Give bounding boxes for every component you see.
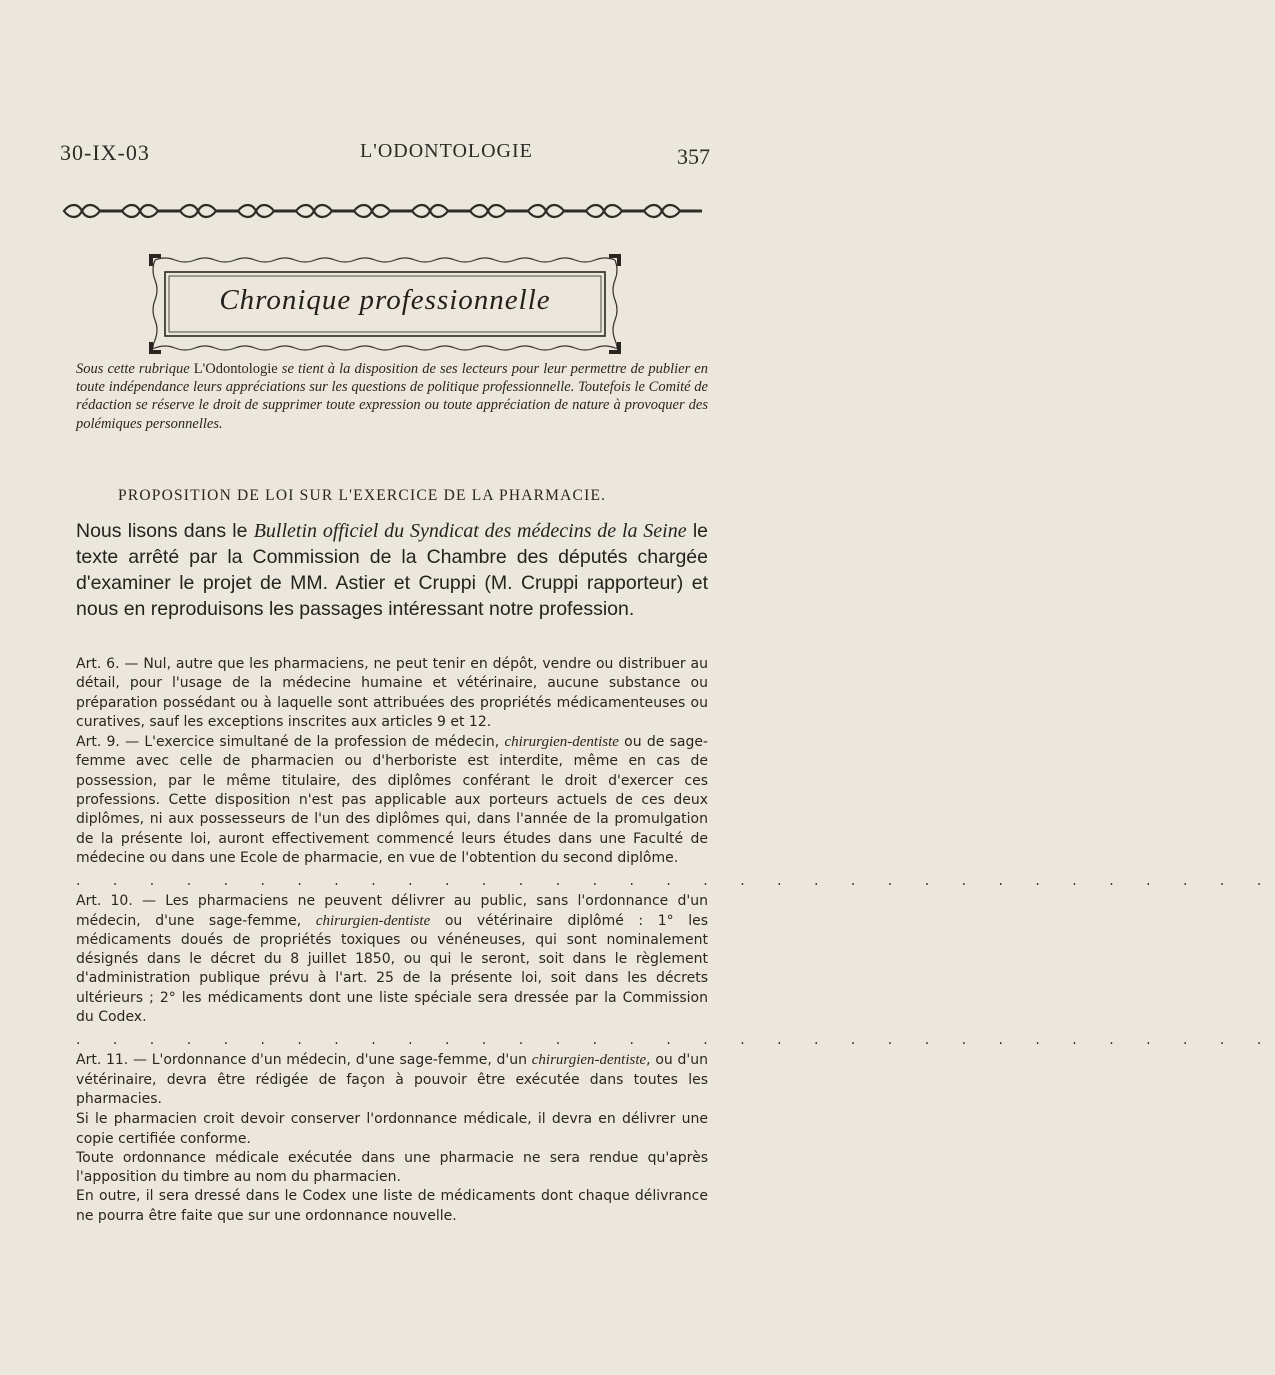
article-italic: chirurgien-dentiste [504,734,619,751]
ornament-knot [586,205,622,217]
ornament-knot [296,205,332,217]
ornament-knot [528,205,564,217]
ornament-knot [180,205,216,217]
article-11 [76,1051,708,1109]
intro-post: se tient à la disposition de ses lecteurs pour leur permettre de publier en toute indépendance leurs appréciations sur les questions de politique professionnelle. Toutefois le Comité de rédaction se réserve le droit de supprimer toute expression ou toute appréciation de nature à provoquer des polémiques personnelles. [76,361,708,432]
paragraph: En outre, il sera dressé dans le Codex une liste de médicaments dont chaque délivrance ne pourra être faite que sur une ordonnance nouvelle. [76,1188,708,1224]
lead-pre: Nous lisons dans le [76,520,254,542]
ellipsis-row: . . . . . . . . . . . . . . . . . . . . . . . . . . . . . . . . . [76,1032,1275,1049]
article-9 [76,733,708,868]
ornament-knot [64,205,100,217]
ornament-knot [412,205,448,217]
article-text: L'exercice simultané de la profession de médecin, [144,734,505,751]
ornament-knot [122,205,158,217]
ornament-knot [354,205,390,217]
article-6 [76,655,708,732]
lead-paragraph [76,518,708,622]
journal-name: L'ODONTOLOGIE [360,140,533,162]
lead-source: Bulletin officiel du Syndicat des médecins de la Seine [253,520,687,542]
section-title: Chronique professionnelle [219,284,551,316]
paragraph: Toute ordonnance médicale exécutée dans une pharmacie ne sera rendue qu'après l'apposition du timbre au nom du pharmacien. [76,1149,708,1186]
intro-notice [76,360,708,433]
article-heading: PROPOSITION DE LOI SUR L'EXERCICE DE LA PHARMACIE. [118,487,607,504]
article-text: ou de sage-femme avec celle de pharmacien ou d'herboriste est interdite, même en cas de possession, par le même titulaire, des diplômes conférant le droit d'exercer ces professions. Cette disposition n'est pas applicable aux porteurs actuels de ces deux diplômes, ni aux possesseurs de l'un des diplômes qui, dans l'année de la promulgation de la présente loi, auront effectivement commencé leurs études dans une Faculté de médecine ou dans une Ecole de pharmacie, en vue de l'obtention du second diplôme. [76,734,709,866]
article-italic: chirurgien-dentiste [531,1052,647,1069]
page-number: 357 [677,144,710,169]
article-text: Nul, autre que les pharmaciens, ne peut tenir en dépôt, vendre ou distribuer au détail, pour l'usage de la médecine humaine et vétérinaire, aucune substance ou préparation possédant ou à laquelle sont attribuées des propriétés médicamenteuses ou curatives, sauf les exceptions inscrites aux articles 9 et 12. [76,656,709,730]
article-text: ou vétérinaire diplômé : 1° les médicaments doués de propriétés toxiques ou vénéneuses, qui sont nominalement désignés dans le décret du 8 juillet 1850, ou qui le seront, soit dans le règlement d'administration publique prévu à l'art. 25 de la présente loi, soit dans les décrets ultérieurs ; 2° les médicaments dont une liste spéciale sera dressée par la Commission du Codex. [76,912,708,1026]
ornament-knot [644,205,680,217]
article-text: Les pharmaciens ne peuvent délivrer au public, sans l'ordonnance d'un médecin, d'une sage-femme, [76,893,708,929]
article-italic: chirurgien-dentiste [315,912,431,929]
ornament-knot [238,205,274,217]
article-label: Art. 10. — [76,893,166,910]
ellipsis-row: . . . . . . . . . . . . . . . . . . . . . . . . . . . . . . . . . [76,873,1275,890]
title-frame [145,250,625,360]
article-label: Art. 11. — [76,1052,152,1069]
running-header [60,140,710,176]
law-articles [76,655,1275,1226]
article-label: Art. 9. — [76,734,145,751]
article-text: L'ordonnance d'un médecin, d'une sage-femme, d'un [151,1052,532,1069]
ornament-band [60,200,710,222]
intro-journal: L'Odontologie [193,361,278,377]
ornament-knot [470,205,506,217]
paragraph: Si le pharmacien croit devoir conserver l'ordonnance médicale, il devra en délivrer une copie certifiée conforme. [76,1111,708,1147]
intro-pre: Sous cette rubrique [76,361,194,377]
issue-date: 30-IX-03 [60,140,150,165]
lead-post: le texte arrêté par la Commission de la Chambre des députés chargée d'examiner le projet de MM. Astier et Cruppi (M. Cruppi rapporteur) et nous en reproduisons les passages intéressant notre profession. [76,520,708,620]
article-label: Art. 6. — [76,656,144,672]
article-10 [76,892,708,1027]
article-text: , ou d'un vétérinaire, devra être rédigée de façon à pouvoir être exécutée dans toutes les pharmacies. [76,1052,708,1107]
